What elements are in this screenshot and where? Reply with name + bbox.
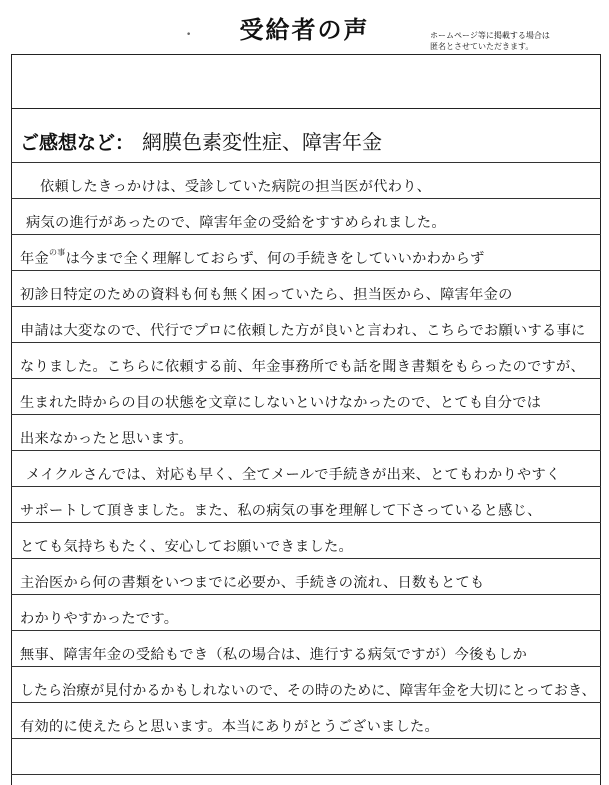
comment-line: したら治療が見付かるかもしれないので、その時のために、障害年金を大切にとっておき、: [20, 683, 596, 699]
ruled-line: [11, 738, 601, 739]
ruled-line: [11, 594, 601, 595]
ruled-line: [11, 198, 601, 199]
ruled-line: [11, 306, 601, 307]
comment-line: メイクルさんでは、対応も早く、全てメールで手続きが出来、とてもわかりやすく: [26, 467, 561, 483]
comment-superscript: の事: [48, 248, 66, 257]
comment-text: は今まで全く理解しておらず、何の手続きをしていいかわからず: [65, 251, 485, 267]
comment-line: 有効的に使えたらと思います。本当にありがとうございました。: [20, 719, 440, 735]
ruled-line: [11, 522, 601, 523]
comment-line: わかりやすかったです。: [20, 611, 179, 627]
ruled-line: [11, 486, 601, 487]
comment-line: [20, 248, 485, 268]
ruled-line: [11, 774, 601, 775]
ruled-line: [11, 558, 601, 559]
heading-label: ご感想など：: [20, 132, 135, 154]
comment-line: サポートして頂きました。また、私の病気の事を理解して下さっていると感じ、: [20, 503, 542, 519]
ruled-line: [11, 630, 601, 631]
comment-line: 病気の進行があったので、障害年金の受給をすすめられました。: [26, 215, 446, 231]
ruled-line: [11, 162, 601, 163]
comment-line: 主治医から何の書類をいつまでに必要か、手続きの流れ、日数もとても: [20, 575, 485, 591]
ruled-line: [11, 270, 601, 271]
comment-line: 依頼したきっかけは、受診していた病院の担当医が代わり、: [40, 179, 432, 195]
anonymity-notice: ホームページ等に掲載する場合は 匿名とさせていただきます。: [430, 31, 550, 51]
comment-line: とても気持ちもたく、安心してお願いできました。: [20, 539, 353, 555]
ruled-line: [11, 378, 601, 379]
impressions-heading: [20, 126, 382, 155]
ruled-line: [11, 450, 601, 451]
ruled-line: [11, 666, 601, 667]
ruled-line: [11, 414, 601, 415]
comment-line: 無事、障害年金の受給もでき（私の場合は、進行する病気ですが）今後もしか: [20, 647, 528, 663]
comment-line: 初診日特定のための資料も何も無く困っていたら、担当医から、障害年金の: [20, 287, 513, 303]
comment-prefix: 年金: [20, 251, 49, 267]
form-title: 受給者の声: [239, 16, 370, 44]
heading-answer: 網膜色素変性症、障害年金: [142, 130, 383, 154]
ruled-line: [11, 234, 601, 235]
comment-line: なりました。こちらに依頼する前、年金事務所でも話を聞き書類をもらったのですが、: [20, 359, 586, 375]
comment-line: 生まれた時からの目の状態を文章にしないといけなかったので、とても自分では: [20, 395, 542, 411]
comment-line: 出来なかったと思います。: [20, 431, 193, 447]
section-divider: [11, 108, 601, 109]
ruled-line: [11, 702, 601, 703]
form-frame: [11, 54, 601, 785]
comment-line: 申請は大変なので、代行でプロに依頼した方が良いと言われ、こちらでお願いする事に: [20, 323, 586, 339]
ink-mark: •: [186, 30, 192, 40]
ruled-line: [11, 342, 601, 343]
